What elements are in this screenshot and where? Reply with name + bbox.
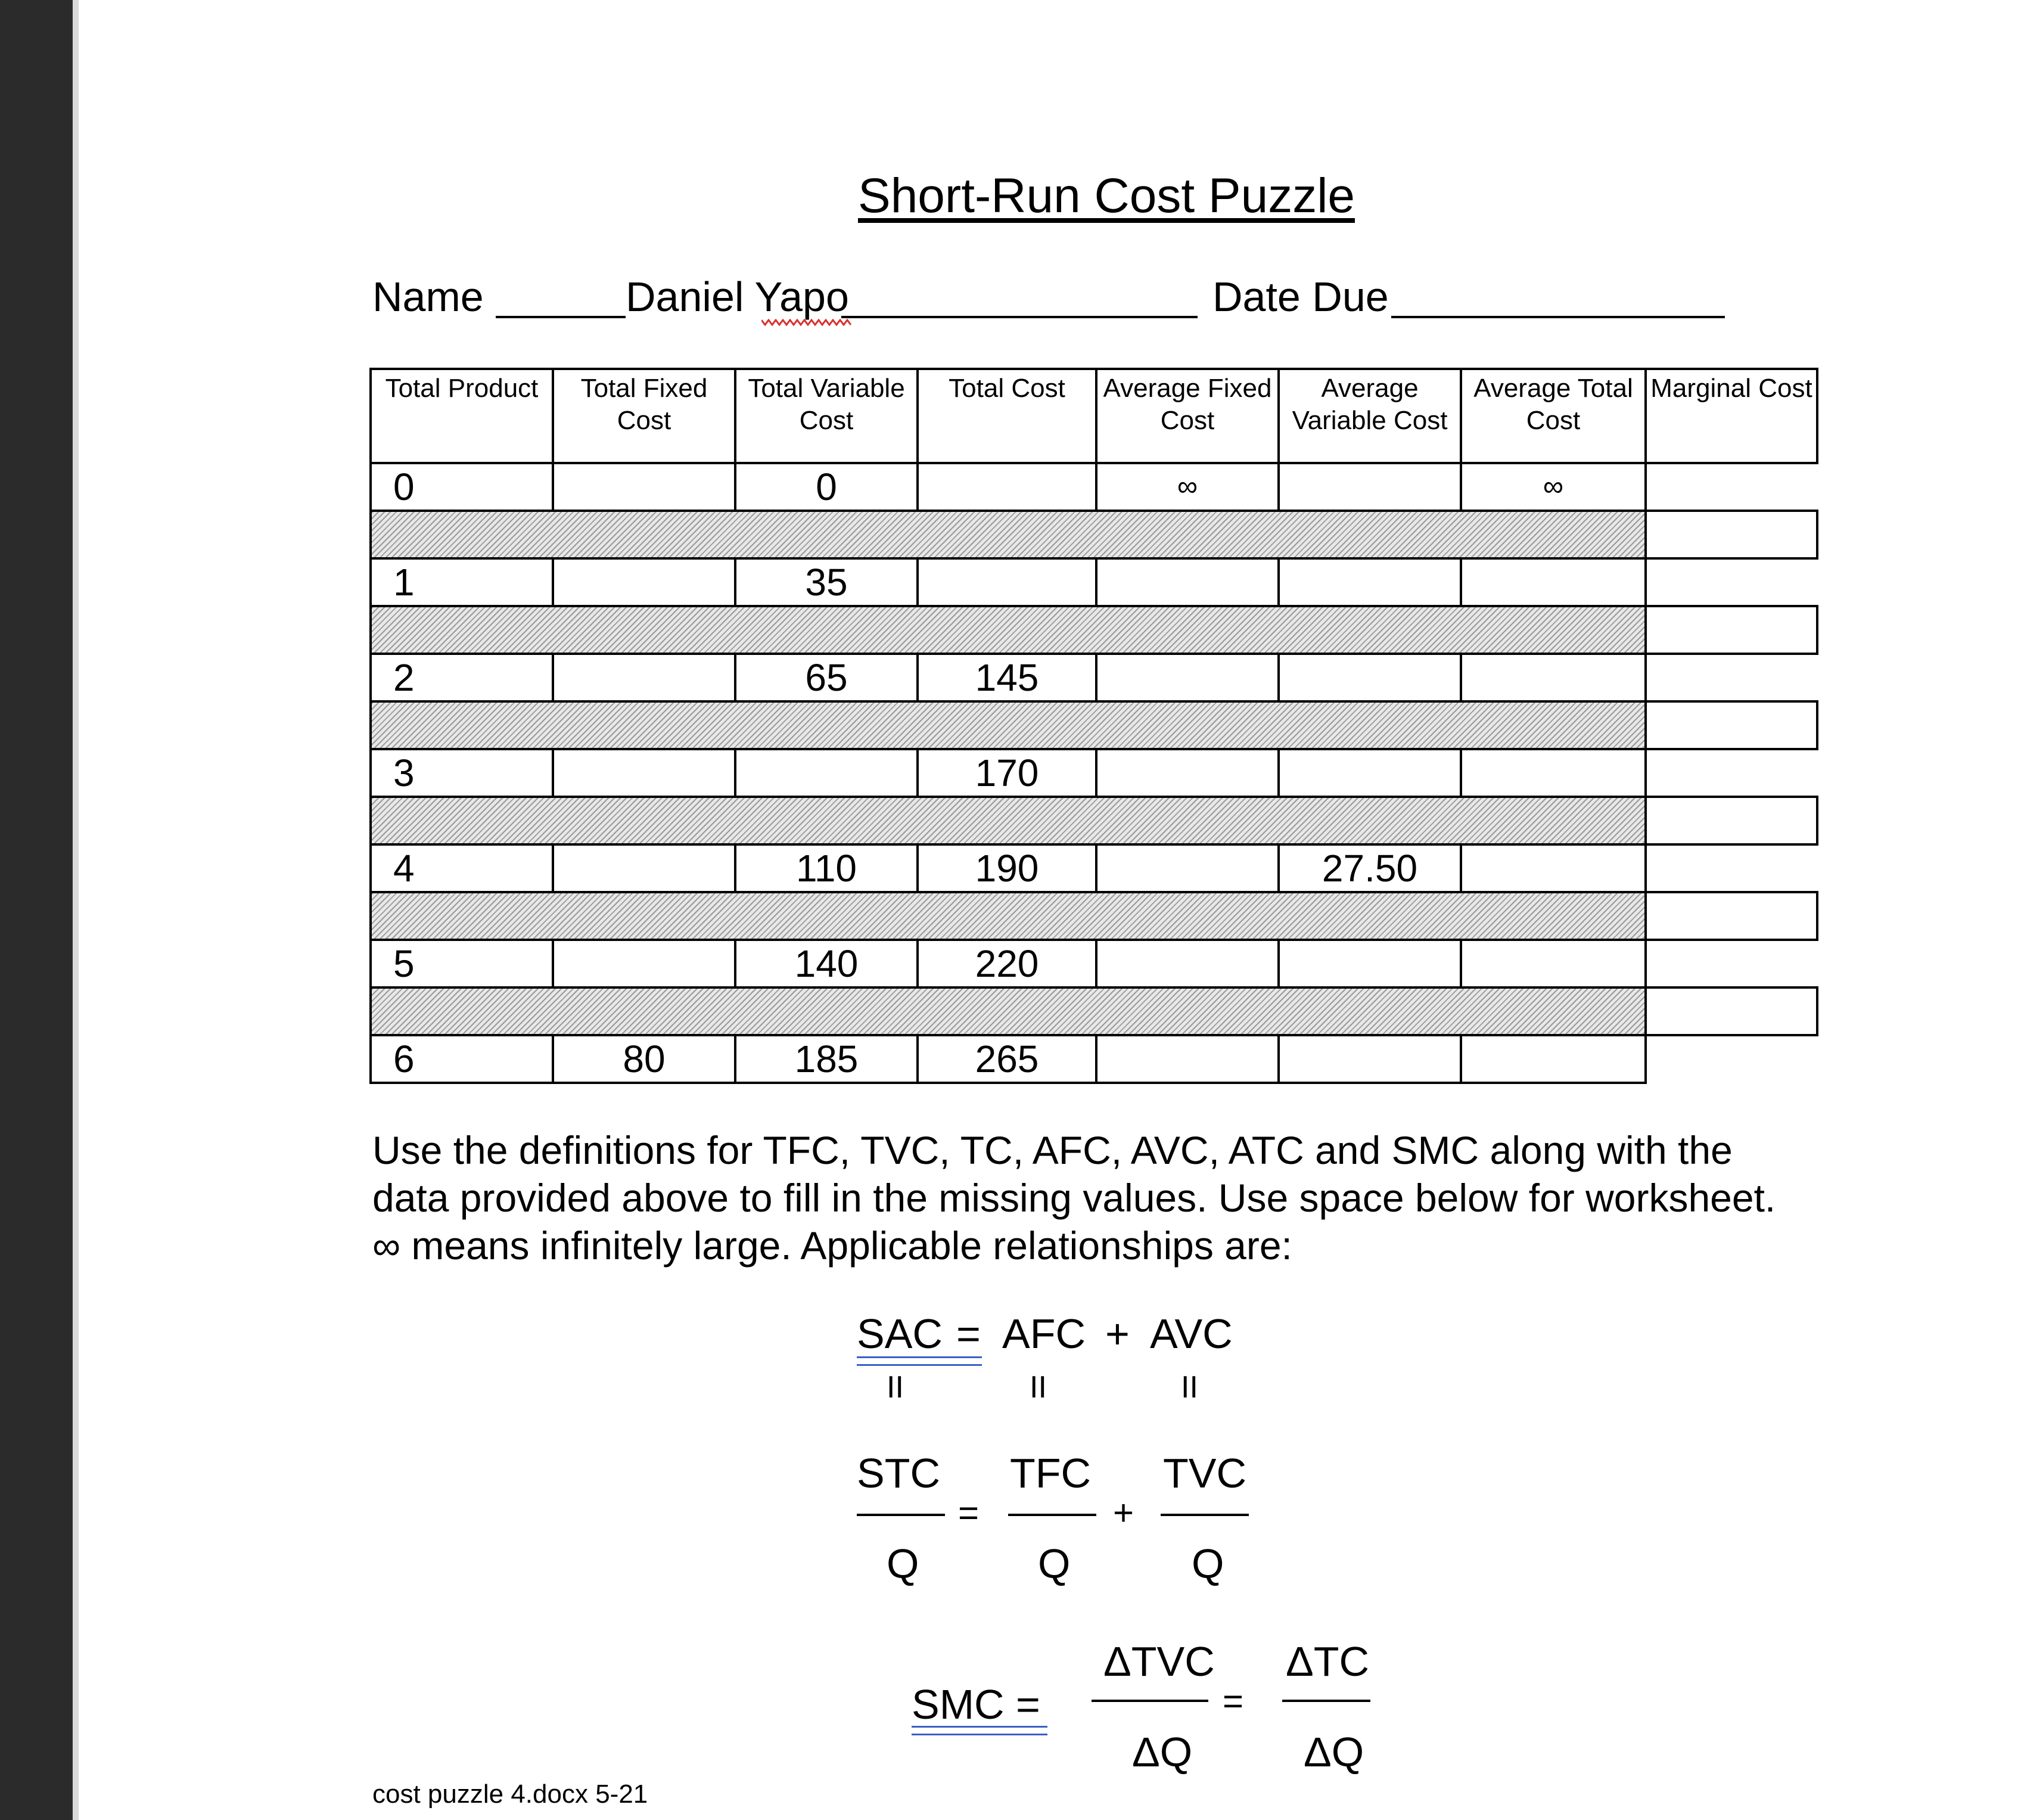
name-label: Name bbox=[372, 274, 484, 320]
cell-tfc bbox=[553, 654, 735, 701]
cell-atc bbox=[1461, 844, 1646, 892]
table-stripe-row bbox=[371, 987, 1817, 1035]
cell-tp: 1 bbox=[371, 558, 553, 606]
date-due-label: Date Due bbox=[1212, 274, 1389, 320]
cell-avc bbox=[1279, 1035, 1461, 1083]
formula-equals: = bbox=[1223, 1681, 1244, 1721]
table-row bbox=[371, 844, 1817, 892]
cell-afc bbox=[1096, 940, 1279, 987]
formula-q: Q bbox=[1038, 1541, 1071, 1587]
cell-afc bbox=[1096, 749, 1279, 797]
formula-tvc: TVC bbox=[1163, 1450, 1246, 1496]
formula-q: Q bbox=[1192, 1541, 1224, 1587]
cost-formulas bbox=[822, 1299, 1418, 1788]
cell-avc bbox=[1279, 558, 1461, 606]
cell-atc bbox=[1461, 749, 1646, 797]
name-underline bbox=[496, 316, 626, 318]
formula-plus: + bbox=[1113, 1493, 1134, 1533]
cell-avc bbox=[1279, 749, 1461, 797]
cell-mc bbox=[1646, 797, 1817, 844]
cell-atc bbox=[1461, 558, 1646, 606]
cell-tp: 2 bbox=[371, 654, 553, 701]
formula-sac: SAC bbox=[857, 1310, 943, 1357]
cell-tfc bbox=[553, 844, 735, 892]
cell-tc bbox=[918, 558, 1096, 606]
cell-tfc bbox=[553, 558, 735, 606]
fraction-bar bbox=[1092, 1700, 1208, 1702]
cell-tc: 190 bbox=[918, 844, 1096, 892]
formula-vertical-equals: II bbox=[1181, 1370, 1198, 1405]
sac-double-underline bbox=[857, 1356, 982, 1366]
table-stripe-row bbox=[371, 511, 1817, 558]
cell-tvc: 140 bbox=[735, 940, 918, 987]
cell-afc bbox=[1096, 558, 1279, 606]
cell-mc-blank bbox=[1646, 463, 1817, 511]
cell-atc: ∞ bbox=[1461, 463, 1646, 511]
header-average-fixed-cost: Average Fixed Cost bbox=[1096, 369, 1279, 463]
formula-avc: AVC bbox=[1150, 1310, 1233, 1357]
header-total-variable-cost: Total Variable Cost bbox=[735, 369, 918, 463]
hatched-separator bbox=[371, 892, 1646, 940]
table-row bbox=[371, 463, 1817, 511]
name-underline-trailing bbox=[841, 316, 1198, 318]
fraction-bar bbox=[857, 1514, 945, 1516]
viewer-sidebar-edge bbox=[73, 0, 79, 1820]
cell-tp: 5 bbox=[371, 940, 553, 987]
cell-mc bbox=[1646, 511, 1817, 558]
hatched-separator bbox=[371, 511, 1646, 558]
cell-tvc: 185 bbox=[735, 1035, 918, 1083]
fraction-bar bbox=[1008, 1514, 1096, 1516]
cell-tc: 145 bbox=[918, 654, 1096, 701]
cell-mc bbox=[1646, 606, 1817, 654]
fraction-bar bbox=[1282, 1700, 1370, 1702]
table-row bbox=[371, 1035, 1817, 1083]
formula-tfc: TFC bbox=[1010, 1450, 1092, 1496]
cell-avc bbox=[1279, 654, 1461, 701]
formula-equals: = bbox=[958, 1493, 980, 1533]
table-row bbox=[371, 749, 1817, 797]
header-marginal-cost: Marginal Cost bbox=[1646, 369, 1817, 463]
cost-table bbox=[369, 368, 1818, 1084]
cell-tfc bbox=[553, 749, 735, 797]
cell-afc bbox=[1096, 844, 1279, 892]
cell-mc-blank bbox=[1646, 558, 1817, 606]
cell-tfc bbox=[553, 940, 735, 987]
cell-tfc bbox=[553, 463, 735, 511]
cell-tc: 170 bbox=[918, 749, 1096, 797]
cell-mc bbox=[1646, 987, 1817, 1035]
cell-tp: 6 bbox=[371, 1035, 553, 1083]
cell-tvc: 65 bbox=[735, 654, 918, 701]
formula-delta-tc: ΔTC bbox=[1286, 1638, 1370, 1685]
cell-tc bbox=[918, 463, 1096, 511]
cell-mc-blank bbox=[1646, 844, 1817, 892]
cell-afc: ∞ bbox=[1096, 463, 1279, 511]
formula-stc: STC bbox=[857, 1450, 940, 1496]
formula-delta-q: ΔQ bbox=[1304, 1729, 1364, 1775]
cell-tvc: 35 bbox=[735, 558, 918, 606]
cell-tfc: 80 bbox=[553, 1035, 735, 1083]
cell-tvc: 110 bbox=[735, 844, 918, 892]
formula-plus: + bbox=[1105, 1310, 1130, 1357]
table-row bbox=[371, 654, 1817, 701]
formula-smc: SMC = bbox=[912, 1681, 1040, 1728]
header-total-product: Total Product bbox=[371, 369, 553, 463]
header-average-total-cost: Average Total Cost bbox=[1461, 369, 1646, 463]
hatched-separator bbox=[371, 987, 1646, 1035]
cell-mc bbox=[1646, 701, 1817, 749]
cell-mc-blank bbox=[1646, 940, 1817, 987]
cell-atc bbox=[1461, 654, 1646, 701]
header-total-fixed-cost: Total Fixed Cost bbox=[553, 369, 735, 463]
formula-delta-q: ΔQ bbox=[1132, 1729, 1193, 1775]
header-total-cost: Total Cost bbox=[918, 369, 1096, 463]
cell-tp: 0 bbox=[371, 463, 553, 511]
date-due-underline bbox=[1391, 316, 1725, 318]
table-row bbox=[371, 940, 1817, 987]
cell-mc-blank bbox=[1646, 654, 1817, 701]
table-stripe-row bbox=[371, 606, 1817, 654]
instructions-line-1: Use the definitions for TFC, TVC, TC, AFC, AVC, ATC and SMC along with the bbox=[372, 1128, 1733, 1172]
page-title: Short-Run Cost Puzzle bbox=[858, 169, 1355, 223]
hatched-separator bbox=[371, 606, 1646, 654]
hatched-separator bbox=[371, 701, 1646, 749]
viewer-sidebar bbox=[0, 0, 73, 1820]
cell-atc bbox=[1461, 940, 1646, 987]
formula-q: Q bbox=[887, 1541, 919, 1587]
cell-afc bbox=[1096, 654, 1279, 701]
formula-equals: = bbox=[956, 1310, 981, 1357]
fraction-bar bbox=[1161, 1514, 1249, 1516]
cell-tvc bbox=[735, 749, 918, 797]
cell-tc: 220 bbox=[918, 940, 1096, 987]
name-value: Daniel Yapo bbox=[626, 274, 849, 320]
cell-mc-blank bbox=[1646, 1035, 1817, 1083]
formula-afc: AFC bbox=[1002, 1310, 1086, 1357]
cell-afc bbox=[1096, 1035, 1279, 1083]
formula-vertical-equals: II bbox=[887, 1370, 904, 1405]
cell-tp: 4 bbox=[371, 844, 553, 892]
table-stripe-row bbox=[371, 797, 1817, 844]
hatched-separator bbox=[371, 797, 1646, 844]
cell-avc bbox=[1279, 463, 1461, 511]
cell-atc bbox=[1461, 1035, 1646, 1083]
cell-avc bbox=[1279, 940, 1461, 987]
cell-mc bbox=[1646, 892, 1817, 940]
instructions-line-2: data provided above to fill in the missing values. Use space below for worksheet. bbox=[372, 1176, 1776, 1220]
header-average-variable-cost: Average Variable Cost bbox=[1279, 369, 1461, 463]
cell-tvc: 0 bbox=[735, 463, 918, 511]
cell-tc: 265 bbox=[918, 1035, 1096, 1083]
table-header-row bbox=[371, 369, 1817, 463]
instructions-line-3: ∞ means infinitely large. Applicable relationships are: bbox=[372, 1223, 1292, 1268]
instructions-paragraph bbox=[372, 1126, 1850, 1269]
formula-vertical-equals: II bbox=[1030, 1370, 1047, 1405]
footer-filename: cost puzzle 4.docx 5-21 bbox=[372, 1779, 648, 1809]
table-row bbox=[371, 558, 1817, 606]
spellcheck-squiggle bbox=[761, 319, 852, 326]
cell-avc: 27.50 bbox=[1279, 844, 1461, 892]
smc-double-underline bbox=[912, 1726, 1047, 1735]
cell-tp: 3 bbox=[371, 749, 553, 797]
table-stripe-row bbox=[371, 892, 1817, 940]
cell-mc-blank bbox=[1646, 749, 1817, 797]
table-stripe-row bbox=[371, 701, 1817, 749]
formula-delta-tvc: ΔTVC bbox=[1103, 1638, 1215, 1685]
